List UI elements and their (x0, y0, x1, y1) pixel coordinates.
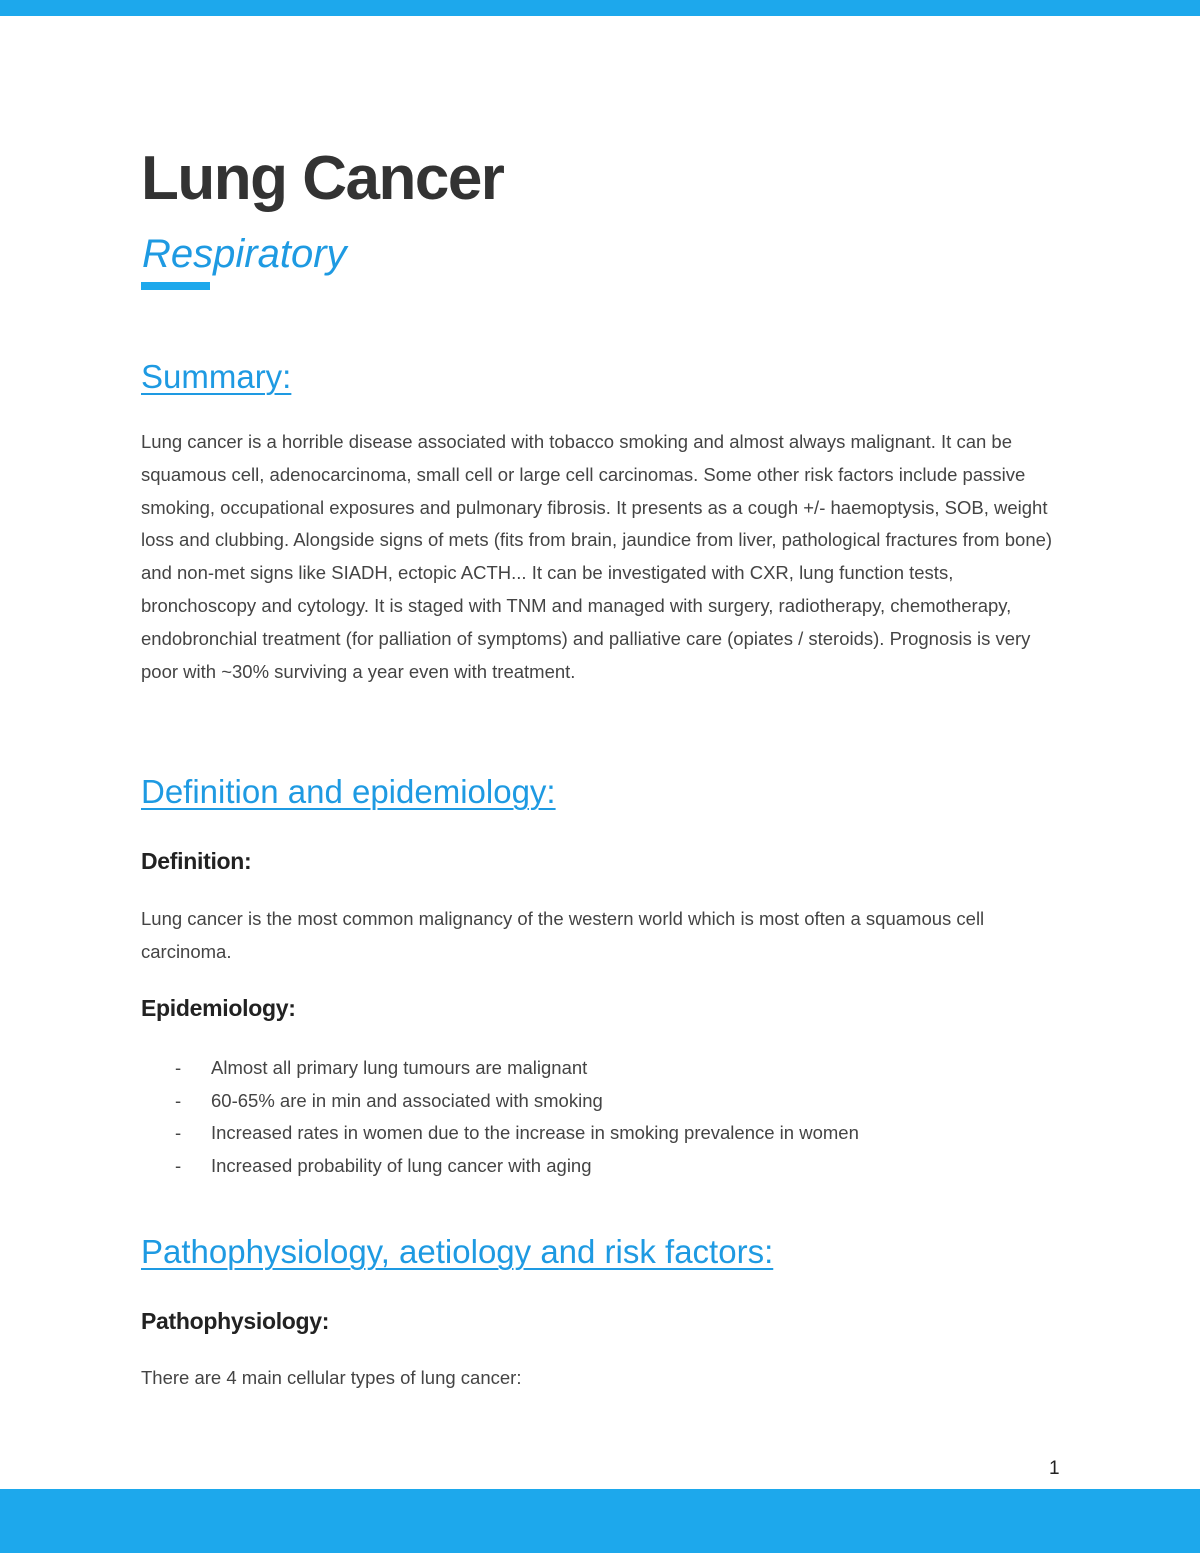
summary-heading: Summary: (141, 358, 292, 395)
definition-paragraph: Lung cancer is the most common malignancy of the western world which is most often a squamous cell carcinoma. (141, 908, 985, 962)
definition-epidemiology-heading: Definition and epidemiology: (141, 773, 556, 810)
document-title: Lung Cancer (141, 144, 504, 213)
epidemiology-subheading: Epidemiology: (141, 995, 296, 1021)
list-item (141, 1085, 859, 1118)
bullet-dash: - (175, 1089, 182, 1111)
list-item-text: 60-65% are in min and associated with smoking (211, 1089, 603, 1111)
pathophysiology-subheading: Pathophysiology: (141, 1308, 330, 1334)
page-number: 1 (1049, 1458, 1060, 1479)
list-item (141, 1117, 859, 1150)
bullet-dash: - (175, 1122, 182, 1144)
pathophysiology-heading: Pathophysiology, aetiology and risk factors: (141, 1233, 774, 1270)
list-item (141, 1052, 859, 1085)
bottom-accent-bar (0, 1489, 1200, 1553)
list-item (141, 1150, 859, 1183)
bullet-dash: - (175, 1154, 182, 1176)
summary-paragraph: Lung cancer is a horrible disease associated with tobacco smoking and almost always malignant. It can be squamous cell, adenocarcinoma, small cell or large cell carcinomas. Some other risk factors include passive smoking, occupational exposures and pulmonary fibrosis. It presents as a cough +/- haemoptysis, SOB, weight loss and clubbing. Alongside signs of mets (fits from brain, jaundice from liver, pathological fractures from bone) and non-met signs like SIADH, ectopic ACTH... It can be investigated with CXR, lung function tests, bronchoscopy and cytology. It is staged with TNM and managed with surgery, radiotherapy, chemotherapy, endobronchial treatment (for palliation of symptoms) and palliative care (opiates / steroids). Prognosis is very poor with ~30% surviving a year even with treatment. (141, 431, 1053, 682)
epidemiology-list (141, 1052, 859, 1182)
list-item-text: Increased probability of lung cancer with aging (211, 1154, 592, 1176)
list-item-text: Increased rates in women due to the increase in smoking prevalence in women (211, 1122, 859, 1144)
list-item-text: Almost all primary lung tumours are malignant (211, 1057, 588, 1078)
bullet-dash: - (175, 1057, 182, 1078)
pathophysiology-paragraph: There are 4 main cellular types of lung cancer: (141, 1367, 522, 1388)
top-accent-bar (0, 0, 1200, 16)
title-accent-rule (141, 282, 210, 290)
document-subtitle: Respiratory (142, 232, 347, 276)
definition-subheading: Definition: (141, 848, 252, 874)
